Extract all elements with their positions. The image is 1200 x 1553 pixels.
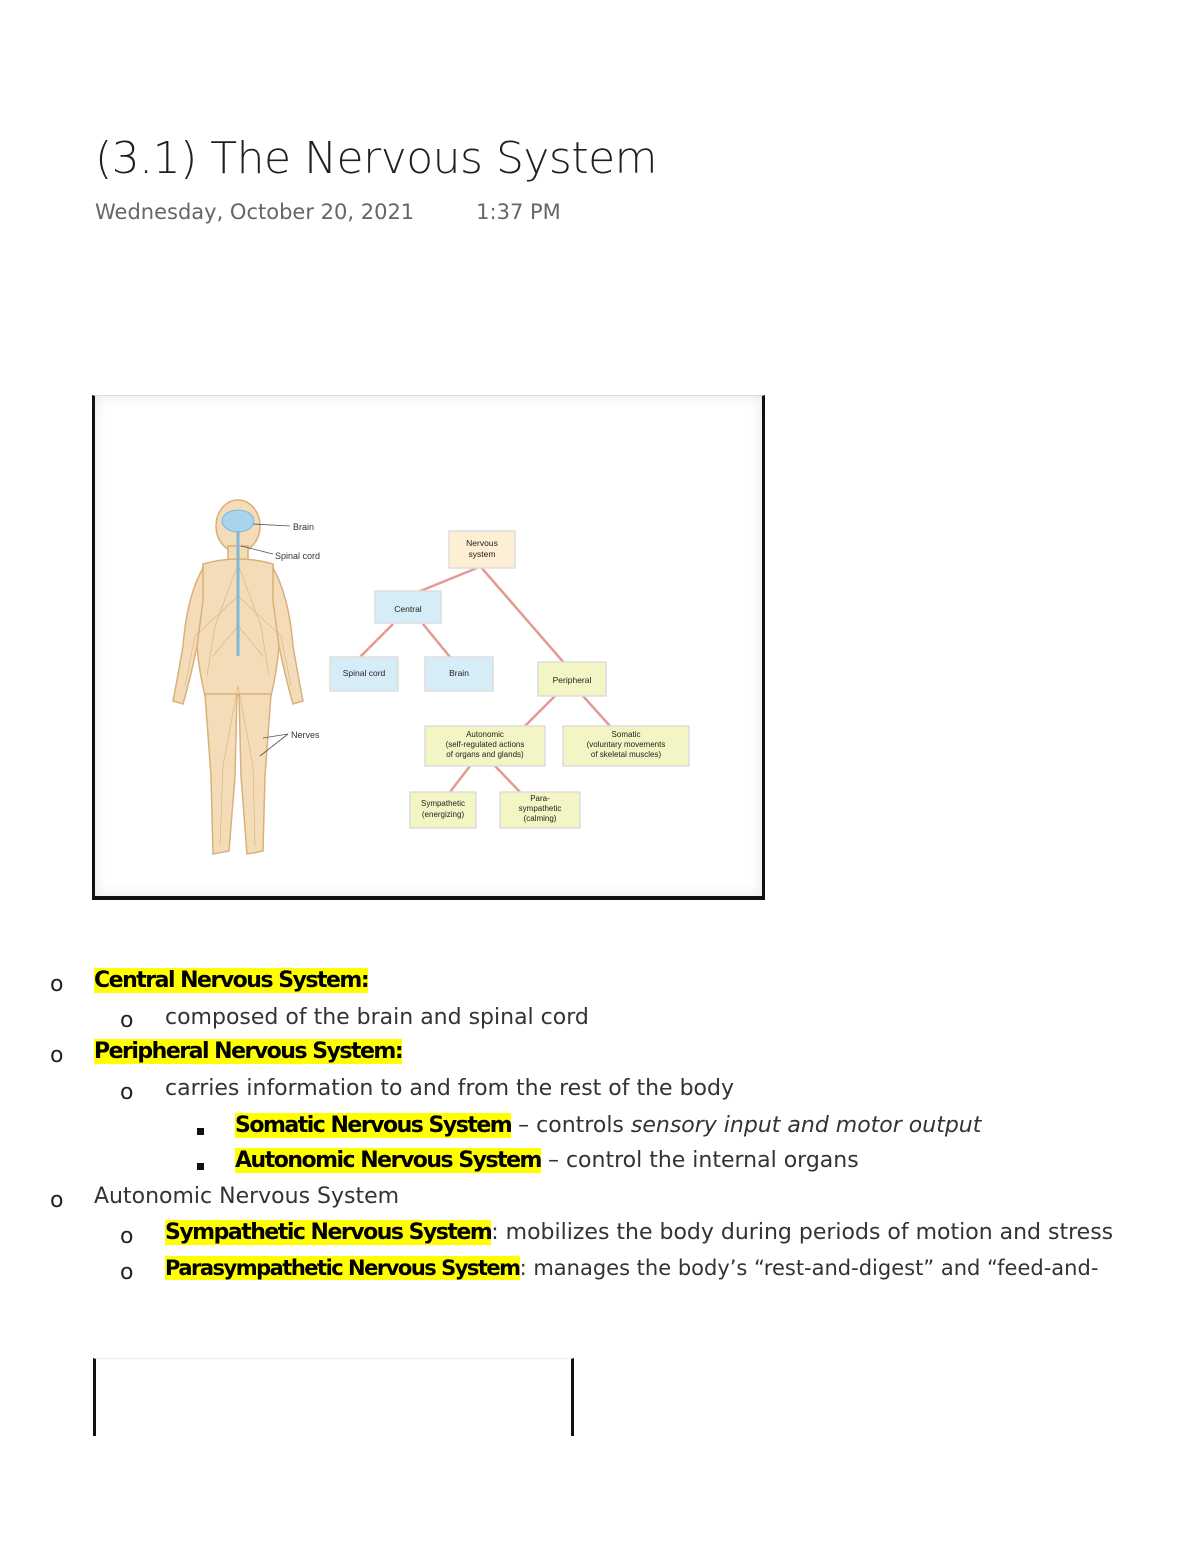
svg-text:(voluntary movements: (voluntary movements (586, 740, 666, 749)
autonomic-term: Autonomic Nervous System (235, 1148, 541, 1173)
label-nerves: Nerves (291, 730, 320, 740)
tree-node-sympathetic (410, 792, 476, 828)
sympathetic-term: Sympathetic Nervous System (165, 1220, 492, 1245)
somatic-term: Somatic Nervous System (235, 1113, 512, 1138)
svg-text:of organs and glands): of organs and glands) (446, 750, 524, 759)
svg-text:(calming): (calming) (523, 814, 557, 823)
brain-shape (222, 510, 254, 532)
somatic-line (235, 1113, 981, 1138)
pns-heading-line (94, 1039, 402, 1064)
page-title: (3.1) The Nervous System (95, 133, 658, 184)
cns-heading: Central Nervous System: (94, 968, 369, 993)
somatic-dash: – controls (511, 1113, 631, 1138)
page-date: Wednesday, October 20, 2021 (95, 200, 415, 224)
bullet-icon: o (120, 1224, 134, 1249)
autonomic-desc: – control the internal organs (540, 1148, 859, 1173)
pns-detail: carries information to and from the rest of the body (165, 1076, 734, 1101)
svg-text:Central: Central (394, 604, 422, 614)
svg-text:Para-: Para- (530, 794, 550, 803)
tree-node-nervous-system (449, 531, 515, 568)
svg-text:(self-regulated actions: (self-regulated actions (445, 740, 525, 749)
svg-text:sympathetic: sympathetic (518, 804, 562, 813)
ans-heading: Autonomic Nervous System (94, 1184, 400, 1209)
label-brain: Brain (293, 522, 315, 532)
svg-text:Peripheral: Peripheral (552, 675, 592, 685)
svg-text:Autonomic: Autonomic (466, 730, 504, 739)
figure-canvas (95, 396, 762, 896)
svg-text:Somatic: Somatic (611, 730, 641, 739)
bullet-icon: o (120, 1260, 134, 1285)
label-spinal-cord: Spinal cord (275, 551, 321, 561)
svg-text:of skeletal muscles): of skeletal muscles) (590, 750, 662, 759)
autonomic-line (235, 1148, 859, 1173)
tree-node-peripheral (538, 662, 606, 696)
svg-text:Spinal cord: Spinal cord (342, 668, 386, 678)
sympathetic-desc: : mobilizes the body during periods of motion and stress (491, 1220, 1114, 1245)
bullet-icon: o (50, 972, 64, 997)
somatic-italic: sensory input and motor output (630, 1113, 982, 1138)
tree-node-central (375, 591, 441, 623)
bullet-icon: o (120, 1080, 134, 1105)
tree-node-spinal-cord (330, 657, 398, 691)
bullet-icon: o (50, 1043, 64, 1068)
cns-detail: composed of the brain and spinal cord (165, 1005, 589, 1030)
cns-heading-line (94, 968, 368, 993)
sympathetic-line (165, 1220, 1113, 1245)
parasympathetic-line (165, 1256, 1098, 1280)
page-time: 1:37 PM (476, 200, 561, 224)
square-bullet-icon (197, 1128, 204, 1135)
parasympathetic-term: Parasympathetic Nervous System (165, 1256, 520, 1280)
second-figure-frame (93, 1358, 574, 1436)
bullet-icon: o (50, 1188, 64, 1213)
svg-text:Nervous: Nervous (466, 538, 498, 548)
svg-text:Brain: Brain (449, 668, 469, 678)
pns-heading: Peripheral Nervous System: (94, 1039, 403, 1064)
nervous-system-figure (92, 395, 765, 900)
tree-node-parasympathetic (500, 792, 580, 828)
tree-node-brain (425, 657, 493, 691)
tree-node-somatic (563, 726, 689, 766)
square-bullet-icon (197, 1163, 204, 1170)
page-timestamp (95, 200, 561, 224)
parasympathetic-desc: : manages the body’s “rest-and-digest” and “feed-and- (519, 1256, 1099, 1280)
bullet-icon: o (120, 1008, 134, 1033)
tree-node-autonomic (425, 726, 545, 766)
svg-text:(energizing): (energizing) (421, 810, 465, 819)
svg-text:Sympathetic: Sympathetic (420, 799, 466, 808)
svg-text:system: system (468, 549, 496, 559)
